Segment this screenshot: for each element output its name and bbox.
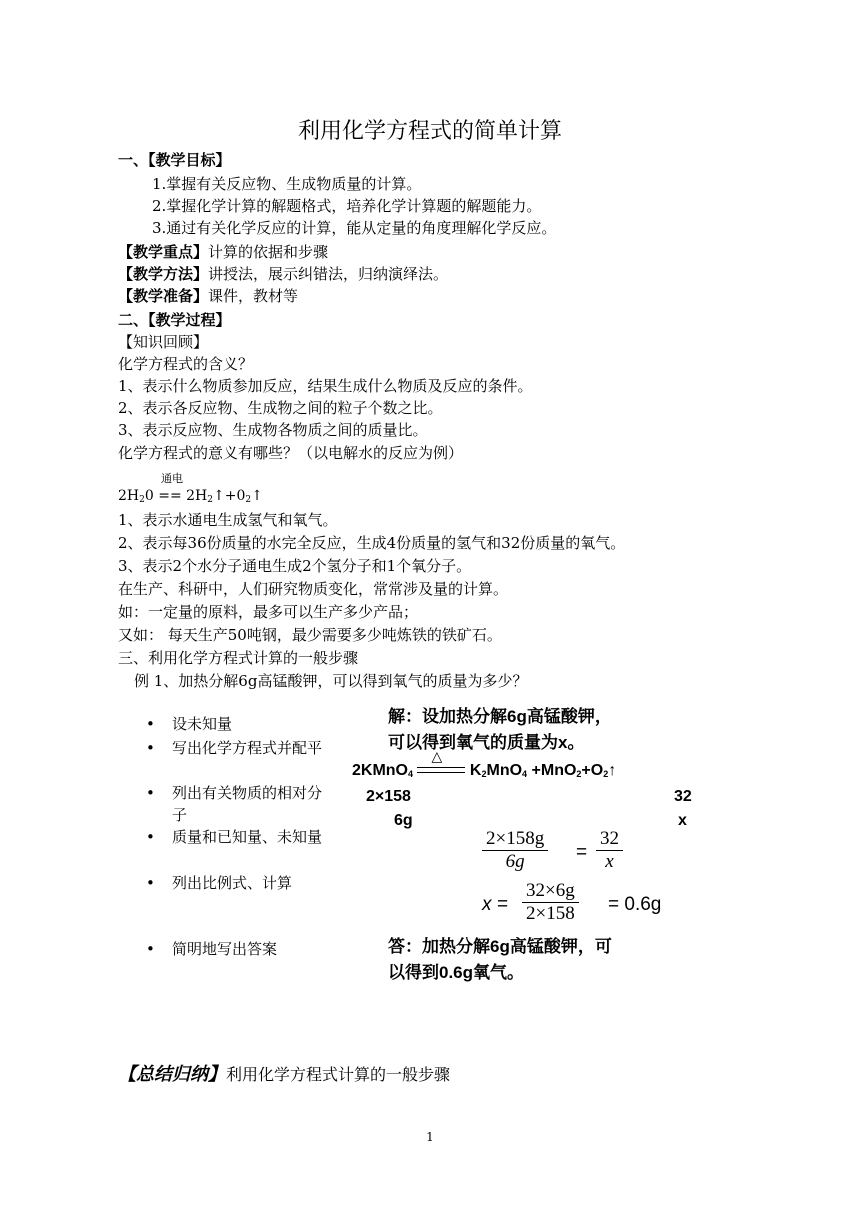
- solution-line-2: 可以得到氧气的质量为x。: [388, 733, 585, 752]
- page-title: 利用化学方程式的简单计算: [297, 119, 562, 144]
- method-line: [118, 264, 448, 284]
- prep-text: 课件，教材等: [208, 287, 299, 305]
- page-number: 1: [426, 1130, 434, 1144]
- solution-figure: [352, 700, 732, 990]
- summary-text: 利用化学方程式计算的一般步骤: [226, 1065, 451, 1084]
- section-objectives-heading: 一、【教学目标】: [118, 151, 231, 169]
- goal-2: 2.掌握化学计算的解题格式，培养化学计算题的解题能力。: [152, 197, 542, 215]
- question-1: 化学方程式的含义？: [118, 355, 254, 373]
- section-process-heading: 二、【教学过程】: [118, 311, 231, 329]
- reaction-condition: 通电: [161, 472, 183, 485]
- molar-mass-1: 2×158: [366, 788, 411, 805]
- unknown-mass: x: [678, 812, 687, 829]
- meaning-2: 2、表示各反应物、生成物之间的粒子个数之比。: [118, 399, 443, 417]
- answer-line-2: 以得到0.6g氧气。: [388, 963, 525, 982]
- focus-line: [118, 242, 328, 262]
- kmno4-equation: 2KMnO$_4$ △ $K_2MnO_4$ $+MnO_2+O_2↑$: [352, 747, 617, 779]
- example-1: 例 1、加热分解6g高锰酸钾，可以得到氧气的质量为多少？: [134, 672, 528, 690]
- heat-triangle-icon: △: [431, 747, 443, 764]
- goal-1: 1.掌握有关反应物、生成物质量的计算。: [152, 175, 422, 193]
- context-1: 在生产、科研中，人们研究物质变化，常常涉及量的计算。: [118, 580, 509, 598]
- equals-sign: =: [576, 842, 588, 863]
- section-steps-heading: 三、利用化学方程式计算的一般步骤: [118, 649, 359, 667]
- method-text: 讲授法，展示纠错法，归纳演绎法。: [208, 265, 449, 283]
- result: = 0.6g: [608, 894, 662, 915]
- water-meaning-2: 2、表示每36份质量的水完全反应，生成4份质量的氢气和32份质量的氧气。: [118, 534, 626, 552]
- prep-label: 【教学准备】: [118, 287, 209, 305]
- x-equals: x =: [482, 894, 508, 915]
- focus-text: 计算的依据和步骤: [208, 243, 329, 261]
- meaning-3: 3、表示反应物、生成物各物质之间的质量比。: [118, 421, 428, 439]
- question-2: 化学方程式的意义有哪些？（以电解水的反应为例）: [118, 444, 464, 462]
- calc-fraction: $\frac{32\times 6g}{2\times 158}$: [522, 880, 579, 925]
- known-mass: 6g: [394, 812, 413, 829]
- water-meaning-1: 1、表示水通电生成氢气和氧气。: [118, 511, 338, 529]
- review-heading: 【知识回顾】: [118, 333, 209, 351]
- summary-label: 【总结归纳】: [118, 1064, 226, 1085]
- focus-label: 【教学重点】: [118, 243, 209, 261]
- water-meaning-3: 3、表示2个水分子通电生成2个氢分子和1个氧分子。: [118, 557, 472, 575]
- solution-line-1: 解：设加热分解6g高锰酸钾，: [388, 707, 612, 726]
- answer-line-1: 答：加热分解6g高锰酸钾，可: [388, 937, 612, 956]
- meaning-1: 1、表示什么物质参加反应，结果生成什么物质及反应的条件。: [118, 377, 533, 395]
- goal-3: 3.通过有关化学反应的计算，能从定量的角度理解化学反应。: [152, 219, 557, 237]
- heat-equals-sign: [417, 747, 465, 778]
- prep-line: [118, 286, 298, 306]
- water-equation: $2H_20$ == $2H_2↑+0_2↑$: [118, 488, 263, 505]
- ratio-fraction-2: $\frac{32}{x}$: [596, 828, 623, 873]
- molar-mass-2: 32: [674, 788, 692, 805]
- context-2: 如：一定量的原料，最多可以生产多少产品；: [118, 603, 419, 621]
- summary-line: [118, 1060, 450, 1086]
- method-label: 【教学方法】: [118, 265, 209, 283]
- context-3: 又如： 每天生产50吨钢，最少需要多少吨炼铁的铁矿石。: [118, 626, 502, 644]
- ratio-fraction-1: $\frac{2\times 158g}{6g}$: [482, 828, 548, 873]
